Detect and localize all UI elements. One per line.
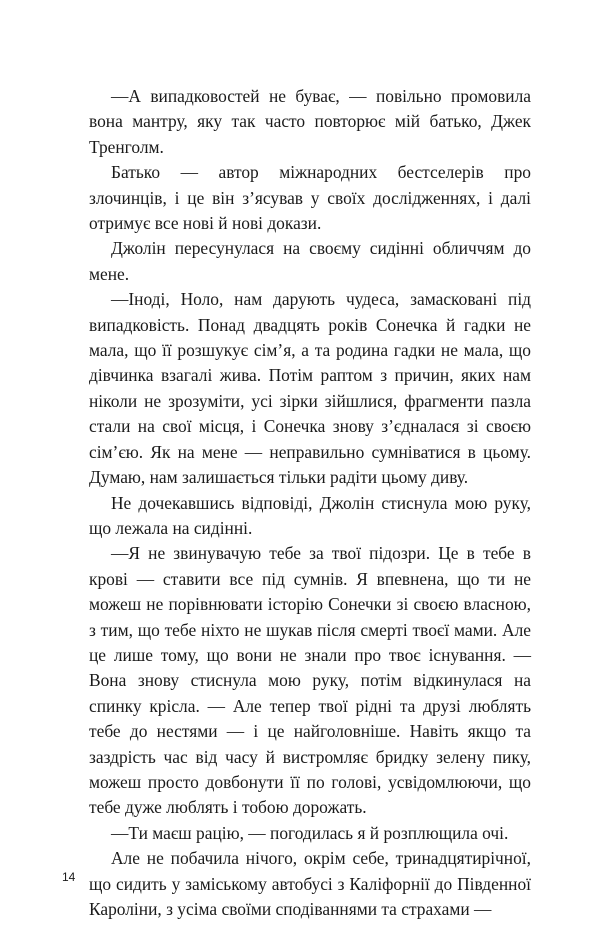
paragraph: Джолін пересунулася на своєму сидінні обличчям до мене. <box>89 238 531 284</box>
paragraph: —Ти маєш рацію, — погодилась я й розплющила очі. <box>111 822 509 843</box>
page-number: 14 <box>62 870 76 884</box>
paragraph: —Іноді, Ноло, нам дарують чудеса, замасковані під випадковість. Понад двадцять років Сонечка й гадки не мала, що її розшукує сім’я, а та родина гадки не мала, що дівчинка взагалі жива. Потім раптом з причин, яких нам ніколи не зрозуміти, усі зірки зійшлися, фрагменти пазла стали на свої місця, і Сонечка знову з’єдналася зі своєю сім’єю. Як на мене — неправильно сумніватися в цьому. Думаю, нам залишається тільки радіти цьому диву. <box>89 289 531 488</box>
paragraph: Батько — автор міжнародних бестселерів про злочинців, і це він з’ясував у своїх дослідженнях, і далі отримує все нові й нові докази. <box>89 162 531 234</box>
body-text <box>89 84 531 922</box>
paragraph: Але не побачила нічого, окрім себе, тринадцятирічної, що сидить у заміському автобусі з Каліфорнії до Південної Кароліни, з усіма своїми сподіваннями та страхами — <box>89 848 531 919</box>
paragraph: Не дочекавшись відповіді, Джолін стиснула мою руку, що лежала на сидінні. <box>89 492 531 538</box>
paragraph: —Я не звинувачую тебе за твої підозри. Це в тебе в крові — ставити все під сумнів. Я впевнена, що ти не можеш не порівнювати історію Сонечки зі своєю власною, з тим, що тебе ніхто не шукав після смерті твоєї мами. Але це лише тому, що вони не знали про твоє існування. — Вона знову стиснула мою руку, потім відкинулася на спинку крісла. — Але тепер твої рідні та друзі люблять тебе до нестями — і це найголовніше. Навіть якщо та заздрість час від часу й вистромляє бридку зелену пику, можеш просто довбонути її по голові, усвідомлюючи, що тебе дуже люблять і тобою дорожать. <box>89 543 531 818</box>
paragraph: —А випадковостей не буває, — повільно промовила вона мантру, яку так часто повторює мій батько, Джек Тренголм. <box>89 86 531 157</box>
